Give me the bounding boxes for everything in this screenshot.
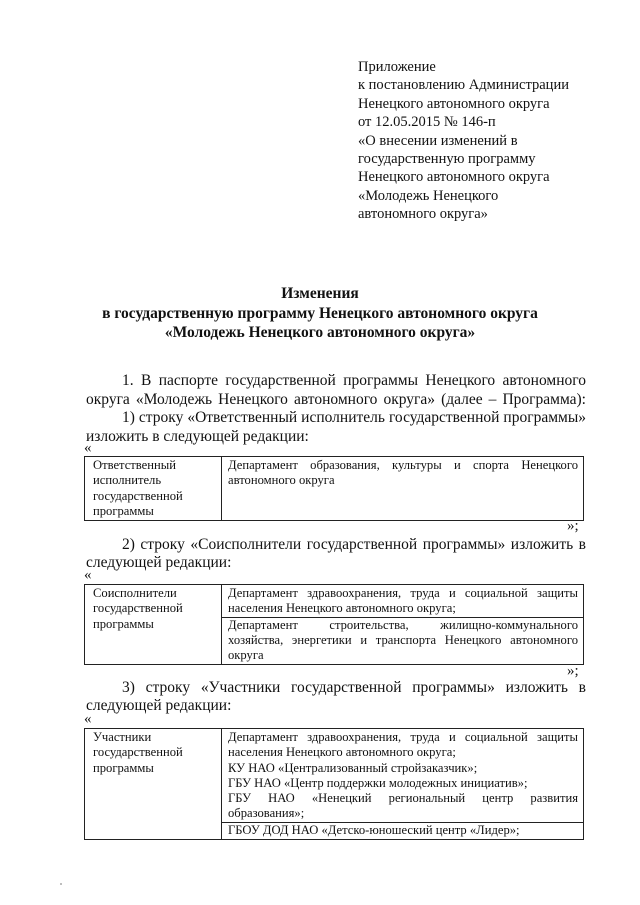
participants-table xyxy=(84,728,584,840)
appendix-line: от 12.05.2015 № 146-п xyxy=(358,114,496,131)
close-quote: »; xyxy=(567,518,579,534)
appendix-header xyxy=(358,58,628,224)
sub3-line2: следующей редакции: xyxy=(86,697,232,714)
appendix-line: Ненецкого автономного округа xyxy=(358,95,550,112)
cell-line: ГБУ НАО «Ненецкий региональный центр развития xyxy=(228,791,578,806)
appendix-line: «Молодежь Ненецкого xyxy=(358,187,499,204)
cell-line: населения Ненецкого автономного округа; xyxy=(228,601,456,616)
table-value-cell xyxy=(222,729,584,840)
cell-line: хозяйства, энергетики и транспорта Ненецкого автономного xyxy=(228,632,578,647)
cell-line: государственной xyxy=(93,488,183,503)
cell-line: населения Ненецкого автономного округа; xyxy=(228,745,456,760)
table-value-cell xyxy=(222,585,584,665)
appendix-line: государственную программу xyxy=(358,151,536,168)
cell-line: программы xyxy=(93,760,154,775)
cell-line: исполнитель xyxy=(93,473,162,488)
sub2-line1: 2) строку «Соисполнители государственной программы» изложить в xyxy=(122,536,586,553)
cell-line: программы xyxy=(93,616,154,631)
title-line: «Молодежь Ненецкого автономного округа» xyxy=(164,324,476,341)
cell-line: государственной xyxy=(93,601,183,616)
open-quote: « xyxy=(84,711,92,727)
cell-line: ГБОУ ДОД НАО «Детско-юношеский центр «Лидер»; xyxy=(228,822,520,837)
inner-separator xyxy=(222,617,583,664)
table-value-cell xyxy=(222,457,584,521)
cell-line: округа xyxy=(228,648,264,663)
cell-line: Департамент строительства, жилищно-коммунального xyxy=(228,617,578,632)
appendix-line: «О внесении изменений в xyxy=(358,132,518,149)
cell-line: Соисполнители xyxy=(93,586,177,600)
item1-line2: округа «Молодежь Ненецкого автономного округа» (далее – Программа): xyxy=(86,391,586,408)
cell-line: программы xyxy=(93,503,154,518)
appendix-line: Приложение xyxy=(358,59,436,75)
inner-separator xyxy=(222,822,583,838)
sub1-line2: изложить в следующей редакции: xyxy=(86,428,309,445)
item1-line1: 1. В паспорте государственной программы Ненецкого автономного xyxy=(122,372,586,389)
table-label-cell xyxy=(85,729,222,840)
sub2-line2: следующей редакции: xyxy=(86,554,232,571)
cell-line: Департамент здравоохранения, труда и социальной защиты xyxy=(228,586,578,600)
cell-line: образования»; xyxy=(228,806,305,821)
open-quote: « xyxy=(84,440,92,456)
table-label-cell xyxy=(85,585,222,665)
title-line: в государственную программу Ненецкого автономного округа xyxy=(102,304,538,322)
cell-line: КУ НАО «Централизованный стройзаказчик»; xyxy=(228,760,478,775)
cell-line: Департамент образования, культуры и спорта Ненецкого xyxy=(228,458,578,472)
sub1-line1: 1) строку «Ответственный исполнитель государственной программы» xyxy=(122,409,586,426)
appendix-line: Ненецкого автономного округа xyxy=(358,169,550,186)
close-quote: »; xyxy=(567,663,579,679)
cell-line: Ответственный xyxy=(93,458,176,472)
title-line: Изменения xyxy=(281,285,359,302)
sub3-line1: 3) строку «Участники государственной программы» изложить в xyxy=(122,679,586,696)
scan-speck xyxy=(60,883,62,885)
cell-line: ГБУ НАО «Центр поддержки молодежных инициатив»; xyxy=(228,775,528,790)
cell-line: Департамент здравоохранения, труда и социальной защиты xyxy=(228,730,578,744)
table-label-cell xyxy=(85,457,222,521)
appendix-line: к постановлению Администрации xyxy=(358,77,569,94)
open-quote: « xyxy=(84,567,92,583)
document-title xyxy=(0,284,640,343)
responsible-executor-table xyxy=(84,456,584,521)
cell-line: Участники xyxy=(93,730,152,744)
co-executors-table xyxy=(84,584,584,665)
cell-line: автономного округа xyxy=(228,473,335,488)
cell-line: государственной xyxy=(93,745,183,760)
appendix-line: автономного округа» xyxy=(358,206,488,223)
